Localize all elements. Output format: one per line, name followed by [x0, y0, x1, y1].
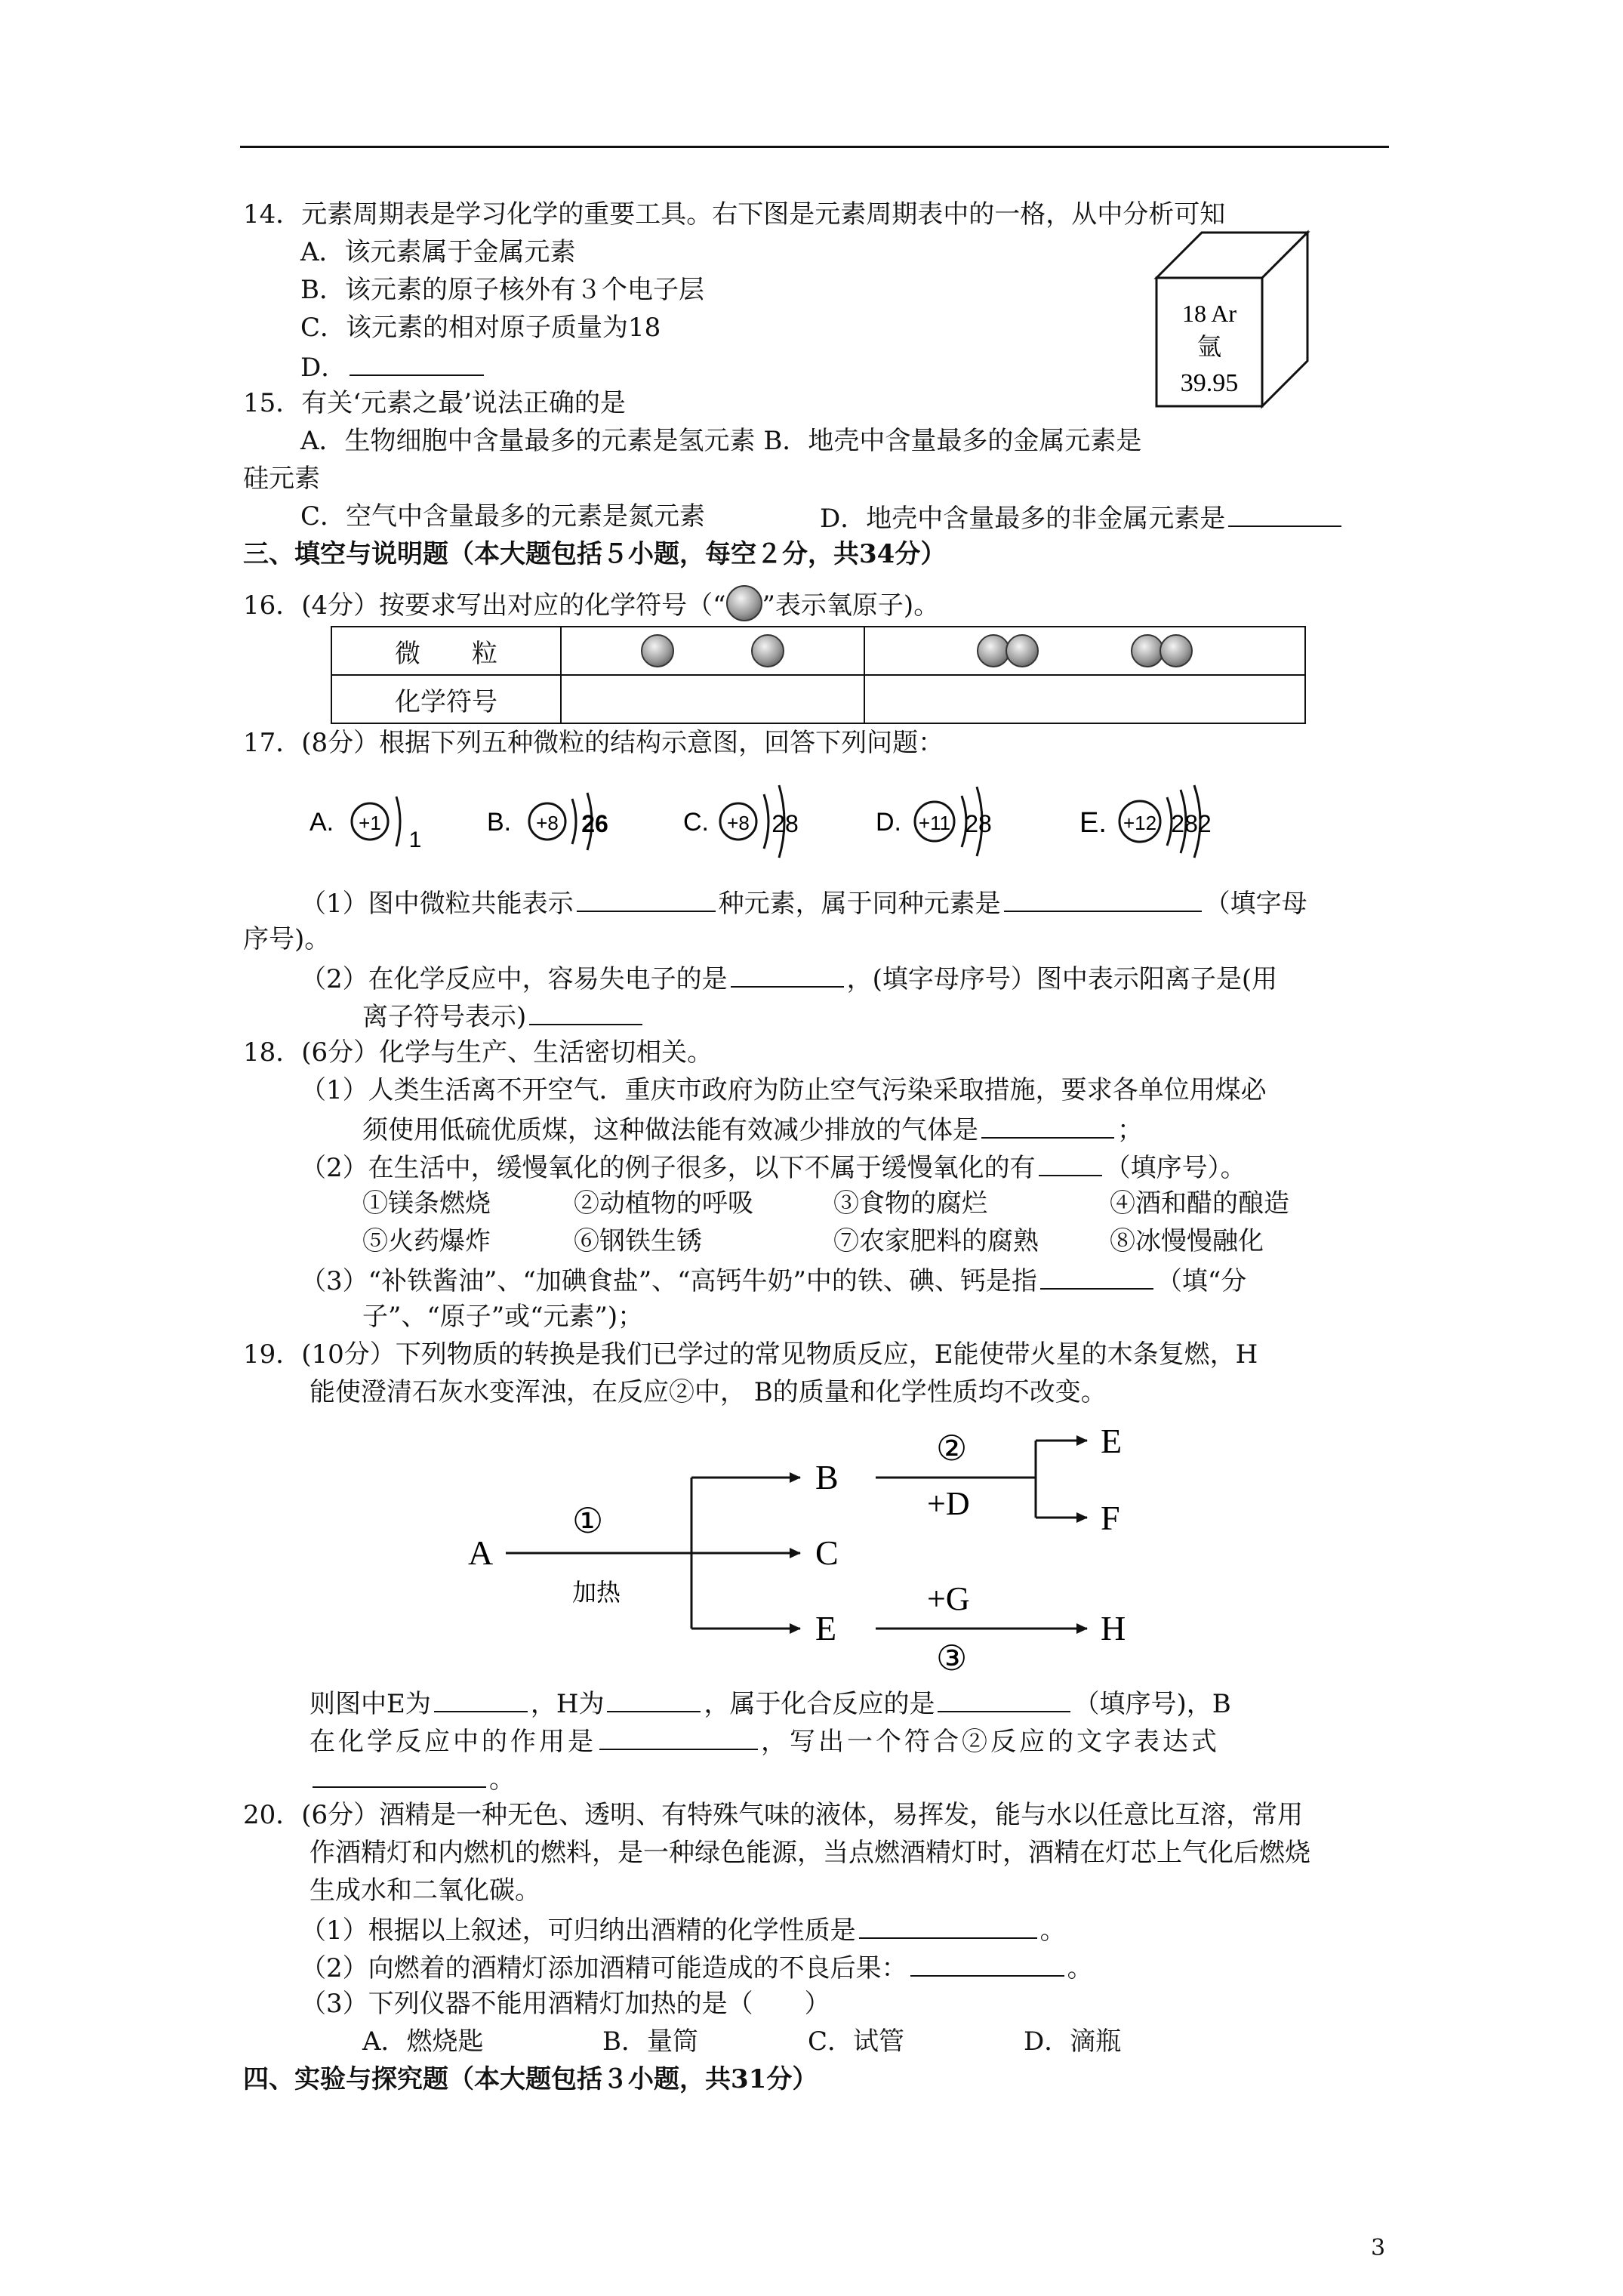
q19-answer-line1: 则图中E为 ，H为 ，属于化合反应的是 （填序号)，B [310, 1685, 1231, 1721]
q18-part1-line2: 须使用低硫优质煤，这种做法能有效减少排放的气体是 ； [362, 1111, 1143, 1147]
q17-p1-blank1[interactable] [577, 885, 716, 912]
q20-part3: （3）下列仪器不能用酒精灯加热的是（ ） [300, 1989, 830, 2019]
atom-diagram-a [310, 797, 421, 852]
q18-part2: （2）在生活中，缓慢氧化的例子很多，以下不属于缓慢氧化的有 （填序号）。 [300, 1149, 1246, 1185]
reagent-plus-g: +G [927, 1580, 970, 1617]
q19-blank-b-role[interactable] [599, 1723, 758, 1750]
q18-opt-4: ④酒和醋的酿造 [1110, 1188, 1289, 1219]
q14-option-a: A．该元素属于金属元素 [300, 237, 576, 267]
diagram-node-a: A [468, 1533, 494, 1572]
q19-blank-e[interactable] [434, 1685, 528, 1712]
svg-text:B.: B. [487, 808, 512, 837]
q16-table [331, 626, 1306, 724]
q19-answer-line3: 。 [310, 1761, 515, 1796]
atom-diagram-b [487, 793, 608, 850]
cell-atomic-mass: 39.95 [1180, 369, 1239, 397]
page-number: 3 [1371, 2235, 1386, 2261]
q18-stem: 18．(6分）化学与生产、生活密切相关。 [243, 1037, 713, 1068]
diagram-a-letter: A. [310, 808, 334, 837]
q18-opt-1: ①镁条燃烧 [362, 1188, 491, 1219]
q19-blank-equation[interactable] [313, 1761, 486, 1788]
q15-option-c: C．空气中含量最多的元素是氮元素 [300, 501, 706, 532]
diagram-node-e-mid: E [815, 1609, 837, 1647]
oxygen-atom-icon [751, 634, 784, 667]
q18-opt-6: ⑥钢铁生锈 [574, 1226, 702, 1256]
q15-option-b-cont: 硅元素 [243, 464, 320, 494]
q16-row2-label: 化学符号 [331, 675, 561, 723]
q20-opt-b: B．量筒 [602, 2026, 698, 2057]
diagram-node-c: C [815, 1533, 839, 1572]
q18-part3-cont: 子”、“原子”或“元素”)； [362, 1302, 644, 1332]
q18-part3: （3）“补铁酱油”、“加碘食盐”、“高钙牛奶”中的铁、碘、钙是指 （填“分 [300, 1262, 1246, 1298]
q15-option-d: D．地壳中含量最多的非金属元素是 [820, 500, 1344, 535]
reaction-label-3: ③ [936, 1638, 968, 1678]
q20-stem-line3: 生成水和二氧化碳。 [310, 1875, 540, 1906]
header-rule [240, 146, 1389, 148]
q17-part1-cont: 序号)。 [243, 924, 331, 954]
svg-text:+11: +11 [918, 812, 951, 834]
oxygen-atom-icon [726, 585, 762, 621]
reaction-label-2: ② [936, 1428, 968, 1469]
svg-text:28: 28 [965, 810, 992, 837]
svg-text:+8: +8 [536, 812, 559, 834]
reagent-plus-d: +D [927, 1485, 970, 1522]
q15-d-blank[interactable] [1228, 500, 1341, 527]
q20-stem-line2: 作酒精灯和内燃机的燃料，是一种绿色能源，当点燃酒精灯时，酒精在灯芯上气化后燃烧 [310, 1838, 1310, 1868]
q16-particle-two-molecules [864, 627, 1305, 675]
svg-text:+12: +12 [1123, 812, 1157, 834]
q19-blank-combination[interactable] [938, 1685, 1070, 1712]
q19-stem-line2: 能使澄清石灰水变浑浊，在反应②中， B的质量和化学性质均不改变。 [310, 1377, 1107, 1407]
oxygen-atom-icon [641, 634, 674, 667]
oxygen-atom-icon [1160, 634, 1193, 667]
atom-diagram-e [1079, 785, 1212, 858]
diagram-node-e-top: E [1101, 1422, 1123, 1460]
svg-text:1: 1 [408, 827, 422, 852]
condition-heat: 加热 [572, 1578, 621, 1607]
q17-atom-diagrams [302, 763, 1329, 876]
q20-opt-d: D．滴瓶 [1024, 2026, 1122, 2057]
diagram-node-f: F [1101, 1499, 1120, 1537]
q16-answer-cell-2[interactable] [864, 675, 1305, 723]
q18-opt-3: ③食物的腐烂 [833, 1188, 987, 1219]
q18-opt-7: ⑦农家肥料的腐熟 [833, 1226, 1039, 1256]
q17-part2-cont: 离子符号表示) [362, 998, 645, 1034]
q16-stem: 16．(4分）按要求写出对应的化学符号（“ ”表示氧原子)。 [243, 589, 939, 622]
q16-answer-cell-1[interactable] [561, 675, 864, 723]
q14-option-b: B．该元素的原子核外有３个电子层 [300, 275, 704, 305]
q16-particle-two-atoms [561, 627, 864, 675]
q19-reaction-diagram [468, 1404, 1298, 1684]
q17-part2: （2）在化学反应中，容易失电子的是 ，(填字母序号）图中表示阳离子是(用 [300, 960, 1277, 996]
svg-text:E.: E. [1079, 807, 1107, 839]
q18-opt-2: ②动植物的呼吸 [574, 1188, 753, 1219]
q18-opt-5: ⑤火药爆炸 [362, 1226, 491, 1256]
q18-p1-blank[interactable] [981, 1111, 1114, 1139]
q20-p2-blank[interactable] [910, 1949, 1064, 1977]
section3-heading: 三、填空与说明题（本大题包括５小题，每空２分，共34分） [243, 539, 947, 569]
q18-part1-line1: （1）人类生活离不开空气．重庆市政府为防止空气污染采取措施，要求各单位用煤必 [300, 1075, 1267, 1105]
q20-p1-blank[interactable] [859, 1912, 1037, 1939]
periodic-cell-cube [1153, 228, 1312, 409]
q14-option-d: D． [300, 349, 487, 384]
q17-stem: 17．(8分）根据下列五种微粒的结构示意图，回答下列问题： [243, 728, 944, 758]
atom-diagram-d [876, 787, 992, 856]
q18-p3-blank[interactable] [1040, 1262, 1153, 1290]
q16-row1-label: 微 粒 [331, 627, 561, 675]
q18-p2-blank[interactable] [1039, 1149, 1102, 1176]
cell-number-symbol: 18 Ar [1182, 300, 1236, 327]
svg-text:26: 26 [581, 810, 608, 837]
svg-text:D.: D. [876, 808, 901, 837]
diagram-node-h: H [1101, 1609, 1126, 1647]
reaction-label-1: ① [572, 1500, 604, 1541]
cell-element-name: 氩 [1196, 332, 1222, 361]
q20-opt-a: A．燃烧匙 [362, 2026, 484, 2057]
q19-answer-line2: 在化学反应中的作用是 ，写出一个符合②反应的文字表达式 [310, 1723, 1220, 1758]
q19-stem-line1: 19．(10分）下列物质的转换是我们已学过的常见物质反应，E能使带火星的木条复燃，H [243, 1339, 1258, 1370]
svg-text:+1: +1 [359, 812, 381, 834]
q20-part2: （2）向燃着的酒精灯添加酒精可能造成的不良后果： 。 [300, 1949, 1093, 1985]
oxygen-atom-icon [1006, 634, 1039, 667]
svg-text:28: 28 [771, 810, 799, 837]
q17-p2-blank2[interactable] [529, 998, 642, 1025]
q17-p1-blank2[interactable] [1004, 885, 1202, 912]
q14-stem: 14．元素周期表是学习化学的重要工具。右下图是元素周期表中的一格，从中分析可知 [243, 199, 1226, 230]
q20-part1: （1）根据以上叙述，可归纳出酒精的化学性质是 。 [300, 1912, 1066, 1947]
q17-p2-blank1[interactable] [731, 960, 844, 988]
q20-stem-line1: 20．(6分）酒精是一种无色、透明、有特殊气味的液体，易挥发，能与水以任意比互溶，常用 [243, 1800, 1304, 1830]
q14-d-blank[interactable] [350, 349, 484, 376]
q15-stem: 15．有关‘元素之最’说法正确的是 [243, 388, 626, 418]
q19-blank-h[interactable] [607, 1685, 701, 1712]
svg-text:C.: C. [683, 808, 709, 837]
q17-part1: （1）图中微粒共能表示 种元素，属于同种元素是 （填字母 [300, 885, 1307, 920]
q18-opt-8: ⑧冰慢慢融化 [1110, 1226, 1264, 1256]
atom-diagram-c [683, 785, 799, 858]
q20-opt-c: C．试管 [808, 2026, 905, 2057]
q14-option-c: C．该元素的相对原子质量为18 [300, 313, 661, 343]
diagram-node-b: B [815, 1458, 839, 1496]
svg-text:282: 282 [1171, 810, 1212, 837]
svg-text:+8: +8 [727, 812, 750, 834]
q15-option-ab: A．生物细胞中含量最多的元素是氢元素 B．地壳中含量最多的金属元素是 [300, 426, 1142, 456]
section4-heading: 四、实验与探究题（本大题包括３小题，共31分） [243, 2064, 818, 2094]
